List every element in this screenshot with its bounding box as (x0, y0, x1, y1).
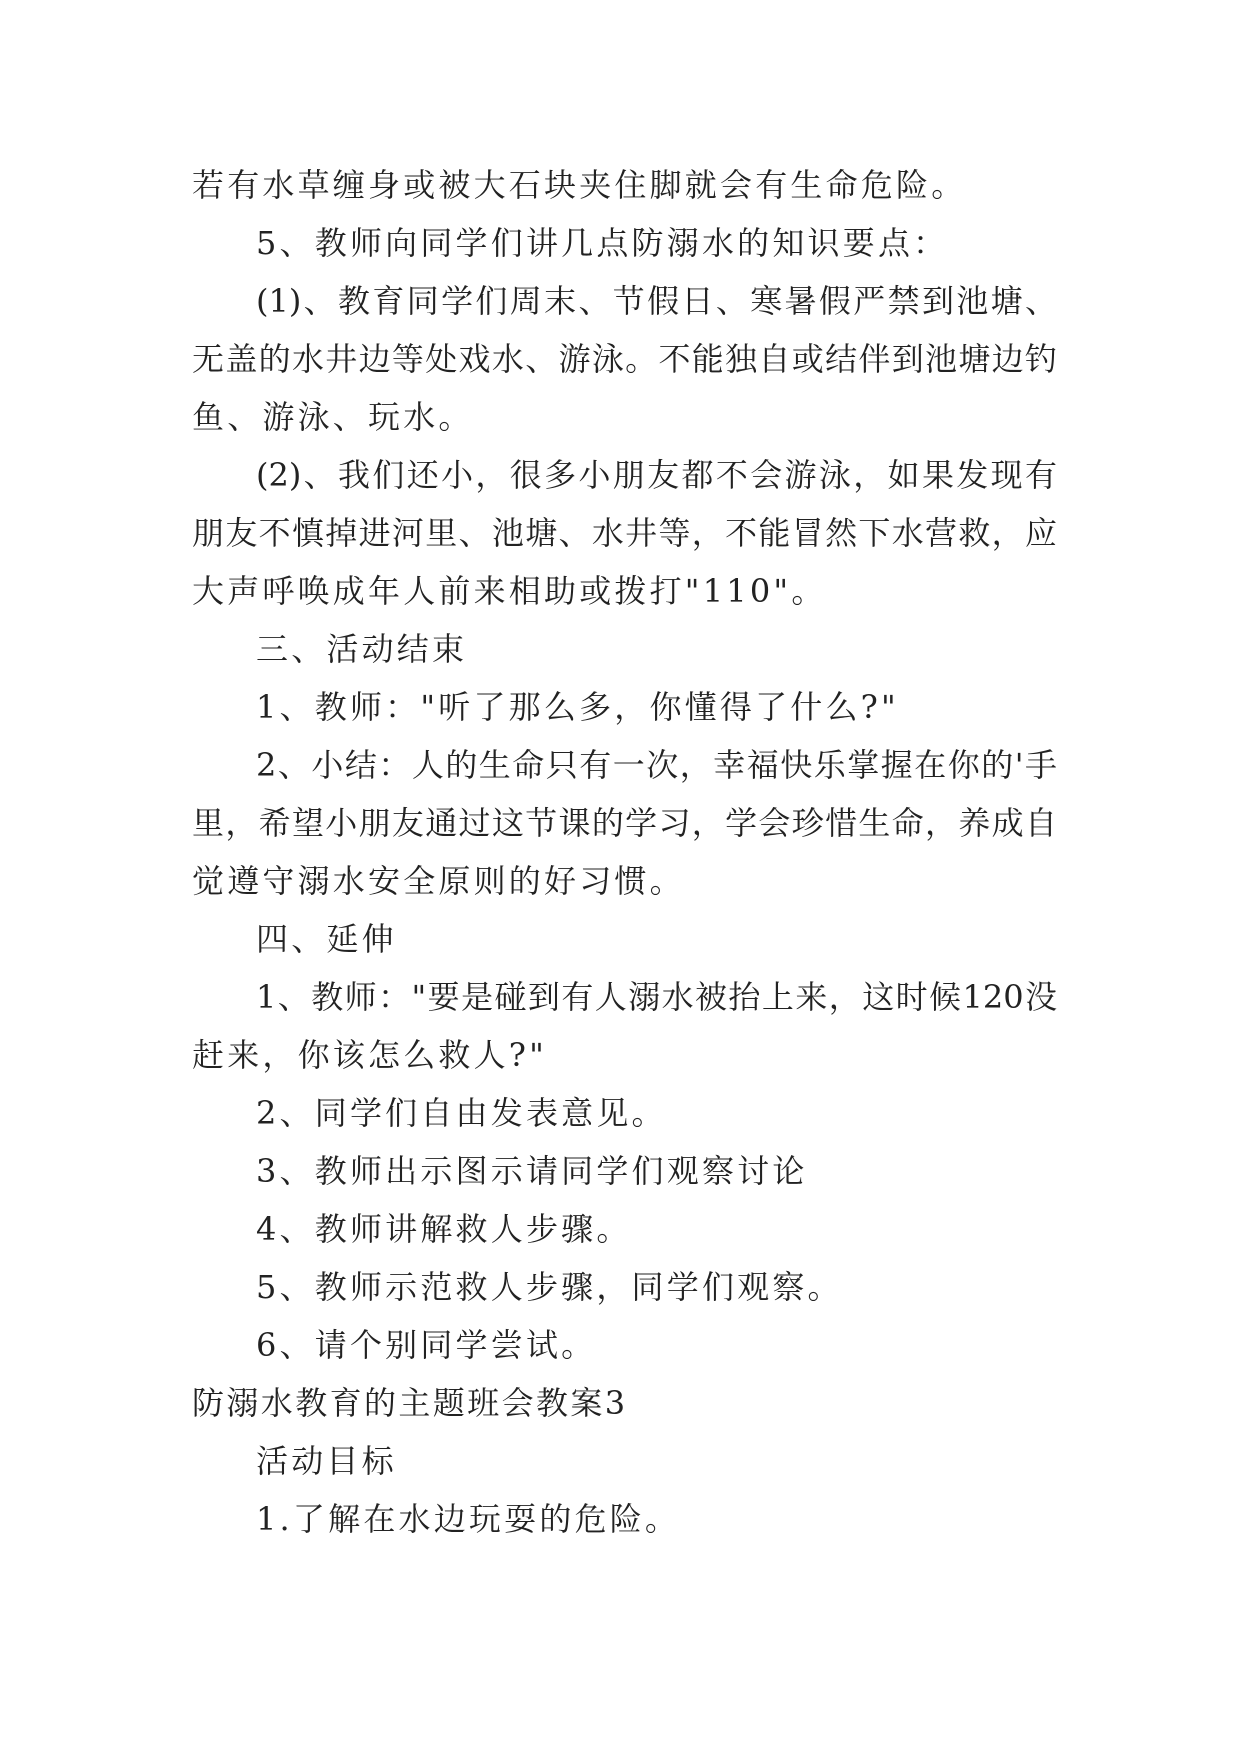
text-line: 5、教师示范救人步骤，同学们观察。 (256, 1268, 843, 1306)
text-line: 若有水草缠身或被大石块夹住脚就会有生命危险。 (192, 166, 967, 204)
text-line: 朋友不慎掉进河里、池塘、水井等，不能冒然下水营救，应 (192, 514, 1057, 552)
text-line: 1、教师："听了那么多，你懂得了什么?" (256, 688, 899, 726)
text-line: 1、教师："要是碰到有人溺水被抬上来，这时候120没 (256, 978, 1057, 1016)
text-line: 5、教师向同学们讲几点防溺水的知识要点： (256, 224, 949, 262)
text-line: 大声呼唤成年人前来相助或拨打"110"。 (192, 572, 827, 610)
text-line: (1)、教育同学们周末、节假日、寒暑假严禁到池塘、 (256, 282, 1057, 320)
text-line: 2、同学们自由发表意见。 (256, 1094, 667, 1132)
text-line: 6、请个别同学尝试。 (256, 1326, 597, 1364)
section-heading: 四、延伸 (256, 920, 397, 958)
text-line: 1.了解在水边玩耍的危险。 (256, 1500, 681, 1538)
text-line: 4、教师讲解救人步骤。 (256, 1210, 632, 1248)
section-heading: 活动目标 (256, 1442, 397, 1480)
text-line: 觉遵守溺水安全原则的好习惯。 (192, 862, 685, 900)
document-title: 防溺水教育的主题班会教案3 (192, 1384, 628, 1422)
text-line: 无盖的水井边等处戏水、游泳。不能独自或结伴到池塘边钓 (192, 340, 1057, 378)
text-line: 鱼、游泳、玩水。 (192, 398, 474, 436)
text-line: 3、教师出示图示请同学们观察讨论 (256, 1152, 808, 1190)
text-line: 赶来，你该怎么救人?" (192, 1036, 548, 1074)
section-heading: 三、活动结束 (256, 630, 468, 668)
text-line: 里，希望小朋友通过这节课的学习，学会珍惜生命，养成自 (192, 804, 1057, 842)
text-line: (2)、我们还小，很多小朋友都不会游泳，如果发现有 (256, 456, 1057, 494)
text-line: 2、小结：人的生命只有一次，幸福快乐掌握在你的'手 (256, 746, 1057, 784)
